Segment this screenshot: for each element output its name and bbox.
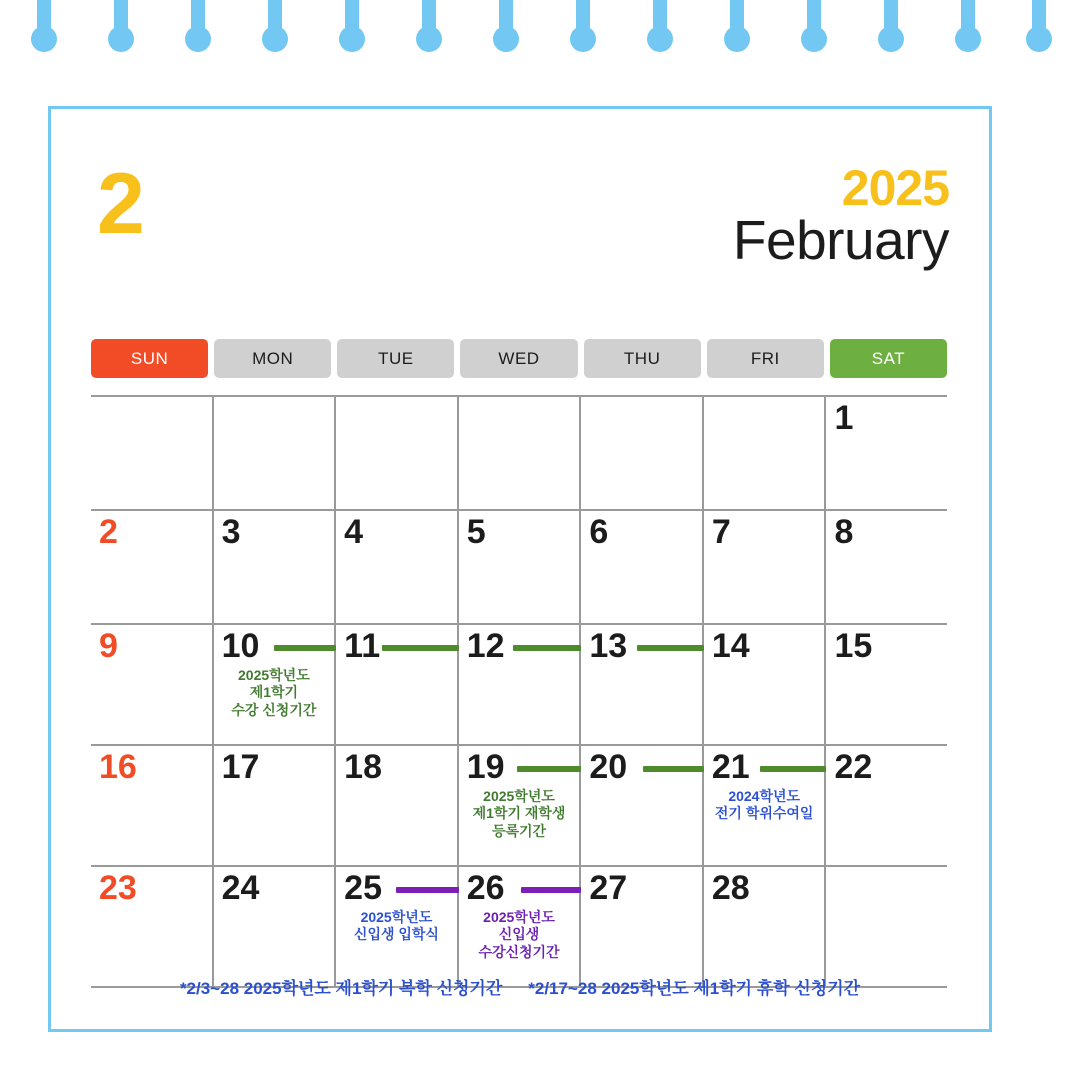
day-cell[interactable] — [704, 397, 827, 509]
day-number: 8 — [834, 513, 854, 551]
day-number: 19 — [466, 748, 505, 786]
weekday-header-fri: FRI — [707, 339, 824, 378]
day-cell[interactable] — [214, 746, 337, 865]
weekday-header-mon: MON — [214, 339, 331, 378]
event-label: 전기 학위수여일 — [714, 805, 814, 822]
calendar-card — [48, 106, 992, 1032]
day-number: 26 — [466, 869, 505, 907]
ring-icon — [1032, 0, 1046, 42]
event-label: 제1학기 재학생 — [472, 805, 566, 822]
day-cell[interactable] — [459, 746, 582, 865]
event-label: 수강 신청기간 — [231, 701, 317, 718]
day-number: 1 — [834, 399, 854, 437]
event-bar — [517, 766, 582, 772]
day-cell[interactable] — [336, 746, 459, 865]
day-cell[interactable] — [91, 625, 214, 744]
event-label: 2025학년도 — [238, 666, 310, 683]
calendar-grid — [91, 395, 947, 988]
ring-icon — [807, 0, 821, 42]
day-cell[interactable] — [581, 625, 704, 744]
event-label-group — [467, 788, 572, 841]
event-label-group — [467, 909, 572, 962]
day-cell[interactable] — [459, 511, 582, 623]
event-bar — [396, 887, 459, 893]
binder-rings — [0, 0, 1080, 70]
day-number: 9 — [99, 627, 118, 665]
day-cell[interactable] — [459, 625, 582, 744]
day-number: 6 — [589, 513, 609, 551]
event-label: 신입생 — [498, 926, 540, 943]
event-label: 수강신청기간 — [478, 943, 560, 960]
day-cell[interactable] — [704, 746, 827, 865]
day-cell[interactable] — [214, 867, 337, 986]
ring-icon — [499, 0, 513, 42]
month-name: February — [732, 209, 949, 271]
event-bar — [513, 645, 582, 651]
day-number: 14 — [711, 627, 750, 665]
event-bar — [760, 766, 827, 772]
day-number: 15 — [834, 627, 873, 665]
day-cell[interactable] — [459, 397, 582, 509]
calendar-week-row — [91, 397, 947, 511]
ring-icon — [345, 0, 359, 42]
event-label-group — [712, 788, 817, 823]
day-cell[interactable] — [826, 746, 947, 865]
day-number: 20 — [589, 748, 628, 786]
event-label: 제1학기 — [249, 684, 299, 701]
event-bar — [382, 645, 459, 651]
ring-icon — [730, 0, 744, 42]
day-cell[interactable] — [214, 397, 337, 509]
day-number: 27 — [589, 869, 628, 907]
weekday-header-sat: SAT — [830, 339, 947, 378]
ring-icon — [191, 0, 205, 42]
day-cell[interactable] — [826, 625, 947, 744]
day-cell[interactable] — [91, 397, 214, 509]
day-number: 3 — [221, 513, 241, 551]
day-cell[interactable] — [214, 511, 337, 623]
day-number: 11 — [344, 627, 381, 665]
calendar-week-row — [91, 511, 947, 625]
weekday-header-thu: THU — [584, 339, 701, 378]
footnote-item: *2/17~28 2025학년도 제1학기 휴학 신청기간 — [528, 979, 861, 998]
ring-icon — [37, 0, 51, 42]
event-label: 2025학년도 — [360, 908, 433, 925]
day-number: 10 — [221, 627, 260, 665]
weekday-header-wed: WED — [460, 339, 577, 378]
day-number: 21 — [711, 748, 750, 786]
day-cell[interactable] — [336, 625, 459, 744]
day-number: 23 — [99, 869, 137, 907]
month-number: 2 — [97, 156, 145, 252]
day-number: 5 — [466, 513, 486, 551]
calendar-header — [51, 109, 989, 299]
day-cell[interactable] — [336, 867, 459, 986]
event-label: 2025학년도 — [483, 787, 555, 804]
day-number: 12 — [466, 627, 505, 665]
event-label-group — [344, 909, 449, 944]
event-label-group — [222, 667, 327, 720]
event-label: 2024학년도 — [728, 787, 801, 804]
day-number: 4 — [344, 513, 364, 551]
day-cell[interactable] — [459, 867, 582, 986]
day-cell[interactable] — [214, 625, 337, 744]
day-number: 17 — [221, 748, 260, 786]
weekday-header-tue: TUE — [337, 339, 454, 378]
calendar-week-row — [91, 867, 947, 988]
day-cell[interactable] — [581, 867, 704, 986]
footnote-row — [91, 974, 949, 999]
day-number: 7 — [711, 513, 731, 551]
day-cell[interactable] — [581, 746, 704, 865]
ring-icon — [268, 0, 282, 42]
event-bar — [637, 645, 704, 651]
day-cell[interactable] — [826, 397, 947, 509]
footnote-item: *2/3~28 2025학년도 제1학기 복학 신청기간 — [179, 979, 503, 998]
day-cell[interactable] — [336, 511, 459, 623]
event-bar — [521, 887, 582, 893]
day-number: 25 — [344, 869, 382, 907]
ring-icon — [422, 0, 436, 42]
day-number: 28 — [711, 869, 750, 907]
ring-icon — [653, 0, 667, 42]
day-cell[interactable] — [704, 511, 827, 623]
ring-icon — [884, 0, 898, 42]
day-cell[interactable] — [336, 397, 459, 509]
weekday-header-row — [91, 339, 947, 378]
day-cell[interactable] — [704, 867, 827, 986]
day-cell[interactable] — [91, 511, 214, 623]
day-number: 22 — [834, 748, 873, 786]
ring-icon — [114, 0, 128, 42]
event-bar — [643, 766, 704, 772]
calendar-week-row — [91, 746, 947, 867]
event-bar — [274, 645, 337, 651]
calendar-week-row — [91, 625, 947, 746]
day-number: 16 — [99, 748, 137, 786]
day-cell[interactable] — [581, 511, 704, 623]
ring-icon — [961, 0, 975, 42]
day-cell[interactable] — [91, 746, 214, 865]
day-cell[interactable] — [826, 867, 947, 986]
event-label: 신입생 입학식 — [353, 926, 439, 943]
day-number: 18 — [344, 748, 382, 786]
day-number: 24 — [221, 869, 260, 907]
event-label: 2025학년도 — [483, 908, 555, 925]
year-label: 2025 — [841, 160, 949, 216]
event-label: 등록기간 — [491, 822, 547, 839]
day-number: 13 — [589, 627, 628, 665]
ring-icon — [576, 0, 590, 42]
day-cell[interactable] — [581, 397, 704, 509]
day-number: 2 — [99, 513, 118, 551]
day-cell[interactable] — [91, 867, 214, 986]
day-cell[interactable] — [704, 625, 827, 744]
day-cell[interactable] — [826, 511, 947, 623]
weekday-header-sun: SUN — [91, 339, 208, 378]
